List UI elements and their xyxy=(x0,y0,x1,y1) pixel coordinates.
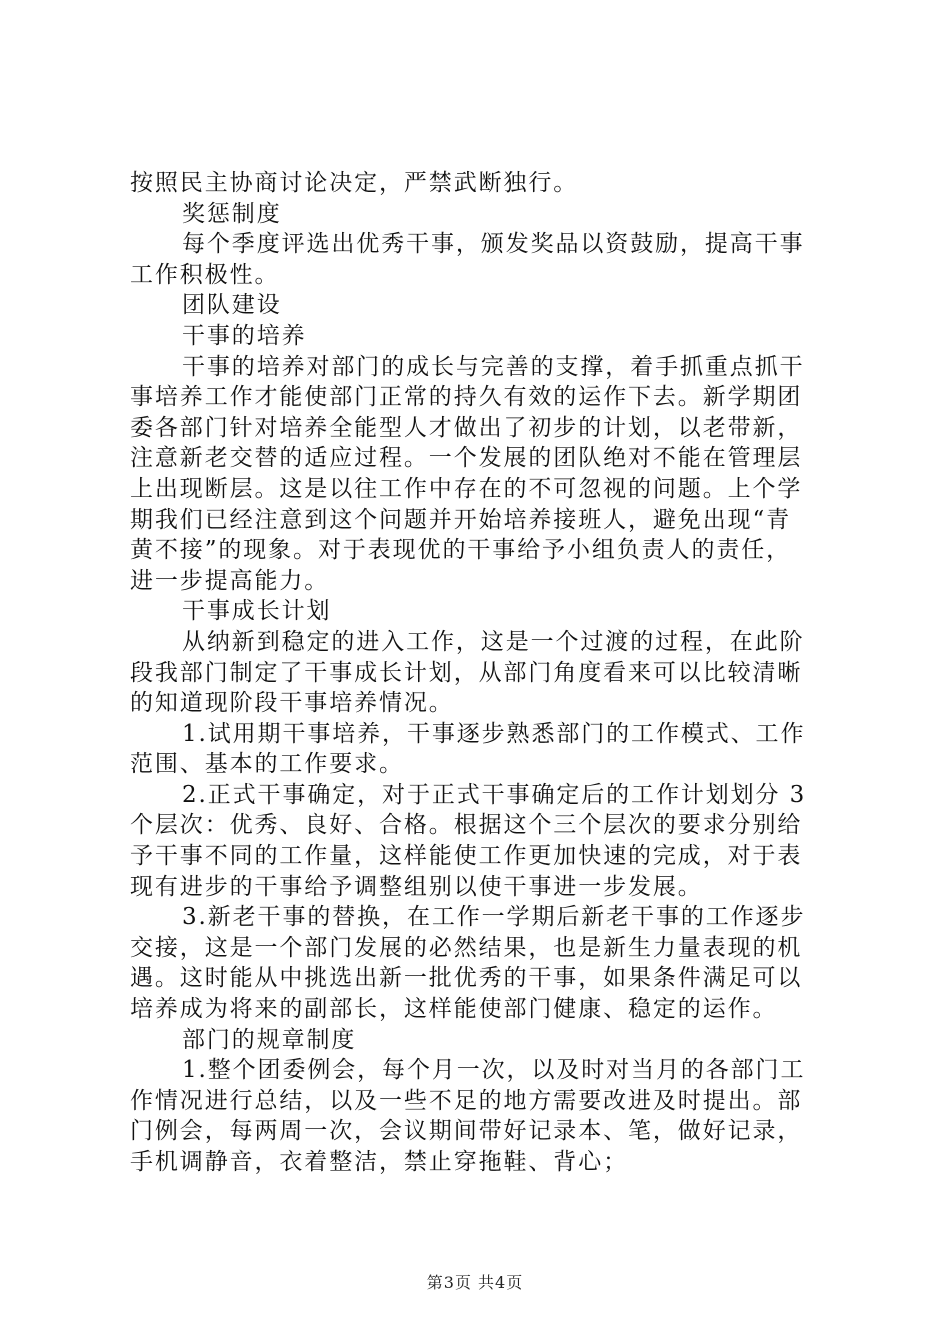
text-line: 事培养工作才能使部门正常的持久有效的运作下去。新学期团 xyxy=(130,384,803,411)
text-line: 按照民主协商讨论决定，严禁武断独行。 xyxy=(130,170,579,196)
text-line: 个层次：优秀、良好、合格。根据这个三个层次的要求分别给 xyxy=(130,812,803,839)
text-line: 黄不接”的现象。对于表现优的干事给予小组负责人的责任， xyxy=(130,537,792,564)
text-line: 交接，这是一个部门发展的必然结果，也是新生力量表现的机 xyxy=(130,934,803,961)
text-line: 遇。这时能从中挑选出新一批优秀的干事，如果条件满足可以 xyxy=(130,965,803,992)
text-line: 干事成长计划 xyxy=(182,598,332,625)
text-line: 予干事不同的工作量，这样能使工作更加快速的完成，对于表 xyxy=(130,843,803,870)
text-line: 1.试用期干事培养，干事逐步熟悉部门的工作模式、工作 xyxy=(182,720,806,747)
text-line: 培养成为将来的副部长，这样能使部门健康、稳定的运作。 xyxy=(130,996,778,1023)
text-line: 干事的培养 xyxy=(182,322,307,349)
text-line: 干事的培养对部门的成长与完善的支撑，着手抓重点抓干 xyxy=(182,353,805,380)
text-line: 段我部门制定了干事成长计划，从部门角度看来可以比较清晰 xyxy=(130,659,803,686)
text-line: 奖惩制度 xyxy=(182,200,282,227)
text-line: 委各部门针对培养全能型人才做出了初步的计划，以老带新， xyxy=(130,414,803,441)
text-line: 进一步提高能力。 xyxy=(130,567,330,594)
page-number-label: 第3页 共4页 xyxy=(426,1273,524,1292)
text-line: 每个季度评选出优秀干事，颁发奖品以资鼓励，提高干事 xyxy=(182,231,805,258)
text-line: 3.新老干事的替换，在工作一学期后新老干事的工作逐步 xyxy=(182,904,806,931)
text-line: 门例会，每两周一次，会议期间带好记录本、笔，做好记录， xyxy=(130,1118,803,1145)
text-line: 的知道现阶段干事培养情况。 xyxy=(130,690,454,717)
text-line: 从纳新到稳定的进入工作，这是一个过渡的过程，在此阶 xyxy=(182,628,805,655)
text-line: 2.正式干事确定，对于正式干事确定后的工作计划划分 3 xyxy=(182,781,807,808)
text-line: 期我们已经注意到这个问题并开始培养接班人，避免出现“青 xyxy=(130,506,792,533)
text-line: 1.整个团委例会，每个月一次，以及时对当月的各部门工 xyxy=(182,1057,806,1084)
page-footer xyxy=(0,1270,950,1293)
text-line: 工作积极性。 xyxy=(130,261,280,288)
text-line: 现有进步的干事给予调整组别以使干事进一步发展。 xyxy=(130,873,703,900)
document-body xyxy=(130,168,830,1178)
text-line: 作情况进行总结，以及一些不足的地方需要改进及时提出。部 xyxy=(130,1087,803,1114)
text-line: 手机调静音，衣着整洁，禁止穿拖鞋、背心； xyxy=(130,1149,628,1175)
text-line: 部门的规章制度 xyxy=(182,1026,357,1053)
text-line: 注意新老交替的适应过程。一个发展的团队绝对不能在管理层 xyxy=(130,445,803,472)
text-line: 上出现断层。这是以往工作中存在的不可忽视的问题。上个学 xyxy=(130,475,803,502)
text-line: 团队建设 xyxy=(182,292,282,319)
text-line: 范围、基本的工作要求。 xyxy=(130,751,404,778)
